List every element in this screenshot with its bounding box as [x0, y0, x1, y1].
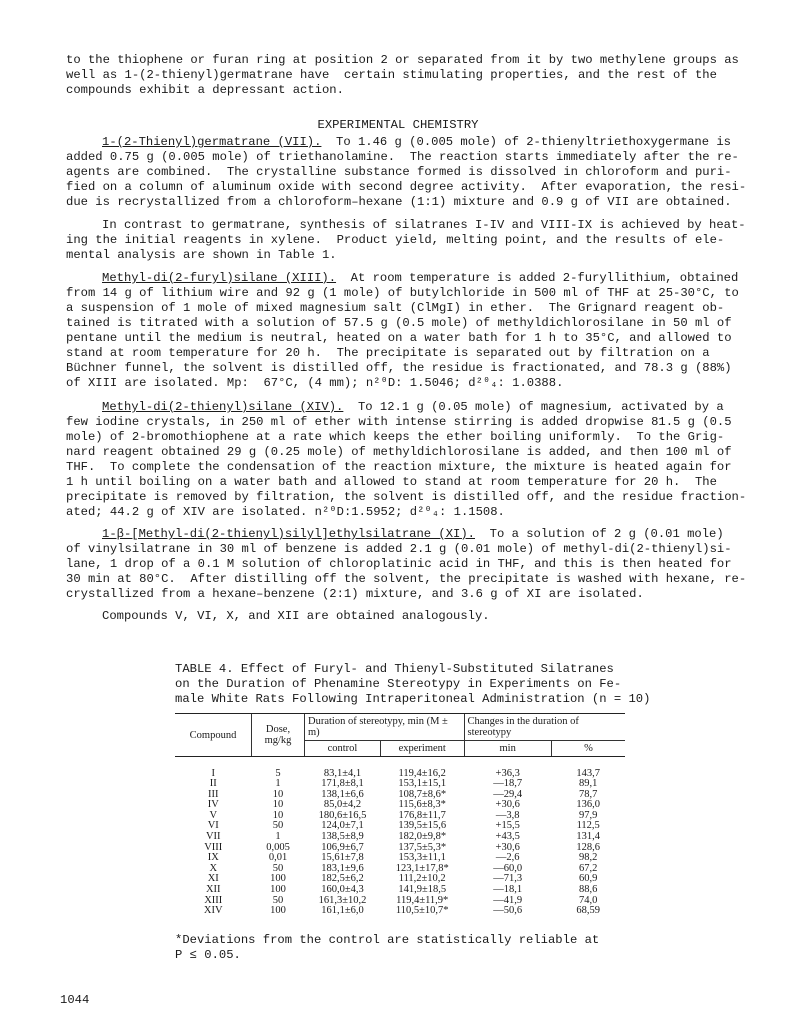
cell-experiment: 176,8±11,7: [398, 809, 446, 821]
section-heading: EXPERIMENTAL CHEMISTRY: [317, 118, 479, 132]
cell-control: 124,0±7,1: [321, 820, 364, 832]
cell-dose: 1: [275, 778, 281, 790]
cell-dose: 100: [270, 884, 286, 896]
paragraph-line: ing the initial reagents in xylene. Product yield, melting point, and the results of ele-: [66, 233, 725, 247]
cell-control: 138,5±8,9: [321, 831, 364, 843]
cell-compound: V: [209, 809, 218, 821]
paragraph-line: ated; 44.2 g of XIV are isolated. n²⁰D:1.5952; d²⁰₄: 1.1508.: [66, 505, 505, 519]
caption-line: male White Rats Following Intraperitoneal Administration (n = 10): [175, 692, 651, 706]
cell-experiment: 111,2±10,2: [398, 873, 446, 885]
paragraph-line: THF. To complete the condensation of the reaction mixture, the mixture is heated again for: [66, 460, 732, 474]
header-duration: Duration of stereotypy, min (M ± m): [305, 714, 465, 741]
paragraph-line: crystallized from a hexane–benzene (2:1) mixture, and 3.6 g of XI are isolated.: [66, 587, 644, 601]
cell-compound: VI: [207, 820, 219, 832]
paragraph-line: 1 h until boiling on a water bath and allowed to stand at room temperature for 20 h. The: [66, 475, 717, 489]
paragraph-text: To 1.46 g (0.005 mole) of 2-thienyltriethoxygermane is: [321, 135, 731, 149]
cell-control: 106,9±6,7: [321, 841, 364, 853]
paragraph-line: In contrast to germatrane, synthesis of silatranes I-IV and VIII-IX is achieved by heat-: [102, 218, 746, 232]
cell-dose: 10: [272, 799, 284, 811]
cell-experiment: 141,9±18,5: [398, 884, 447, 896]
paragraph-line: fied on a column of aluminum oxide with second degree activity. After evaporation, the resi-: [66, 180, 747, 194]
results-table: [175, 713, 625, 917]
paragraph-line: mole) of 2-bromothiophene at a rate which keeps the ether boiling uniformly. To the Grig-: [66, 430, 725, 444]
cell-compound: VII: [205, 831, 221, 843]
paragraph-line: mental analysis are shown in Table 1.: [66, 248, 337, 262]
cell-min: —71,3: [493, 873, 523, 885]
paragraph-methyl-difuryl-silane: [66, 271, 739, 391]
cell-compound: XII: [205, 884, 221, 896]
cell-dose: 50: [272, 862, 284, 874]
cell-compound: XIV: [203, 905, 223, 917]
cell-pct: 136,0: [576, 799, 600, 811]
table-body: [175, 757, 625, 917]
cell-compound: I: [211, 767, 215, 779]
intro-paragraph: [66, 53, 739, 98]
cell-min: —41,9: [493, 894, 523, 906]
cell-experiment: 115,6±8,3*: [398, 799, 446, 811]
paragraph-line: few iodine crystals, in 250 ml of ether with intense stirring is added dropwise 81.5 g (0.5: [66, 415, 732, 429]
paragraph-line: due is recrystallized from a chloroform–hexane (1:1) mixture and 0.9 g of VII are obtained.: [66, 195, 732, 209]
cell-pct: 131,4: [576, 831, 600, 843]
paragraph-line: of vinylsilatrane in 30 ml of benzene is added 2.1 g (0.01 mole) of methyl-di(2-thienyl)si-: [66, 542, 732, 556]
page-number: 1044: [60, 993, 90, 1007]
cell-experiment: 182,0±9,8*: [398, 831, 447, 843]
cell-min: —18,7: [493, 778, 523, 790]
compound-title: Methyl-di(2-thienyl)silane (XIV).: [102, 400, 344, 414]
cell-min: +15,5: [495, 820, 520, 832]
cell-dose: 5: [275, 767, 281, 779]
cell-pct: 143,7: [576, 767, 600, 779]
subheader-control: control: [305, 741, 381, 757]
cell-pct: 88,6: [579, 884, 598, 896]
paragraph-line: added 0.75 g (0.005 mole) of triethanolamine. The reaction starts immediately after the re-: [66, 150, 739, 164]
cell-experiment: 137,5±5,3*: [398, 841, 447, 853]
cell-control: 182,5±6,2: [321, 873, 364, 885]
compound-title: 1-β-[Methyl-di(2-thienyl)silyl]ethylsilatrane (XI).: [102, 527, 475, 541]
cell-compound: XI: [207, 873, 219, 885]
intro-line: compounds exhibit a depressant action.: [66, 83, 344, 97]
cell-dose: 100: [270, 905, 286, 917]
cell-experiment: 153,1±15,1: [398, 778, 447, 790]
subheader-experiment: experiment: [380, 741, 464, 757]
cell-compound: III: [208, 788, 219, 800]
cell-control: 160,0±4,3: [321, 884, 364, 896]
paragraph-line: Compounds V, VI, X, and XII are obtained analogously.: [102, 609, 490, 623]
cell-pct: 97,9: [579, 809, 598, 821]
cell-experiment: 119,4±16,2: [398, 767, 446, 779]
cell-min: +30,6: [495, 799, 520, 811]
cell-pct: 98,2: [579, 852, 598, 864]
compound-title: Methyl-di(2-furyl)silane (XIII).: [102, 271, 337, 285]
cell-compound: XIII: [204, 894, 223, 906]
footnote-line: P ≤ 0.05.: [175, 948, 241, 962]
cell-min: —29,4: [493, 788, 523, 800]
cell-experiment: 119,4±11,9*: [396, 894, 449, 906]
cell-control: 171,8±8,1: [321, 778, 364, 790]
cell-pct: 68,59: [576, 905, 600, 917]
header-changes: Changes in the duration of stereotypy: [464, 714, 625, 741]
cell-min: —18,1: [493, 884, 523, 896]
header-dose: Dose, mg/kg: [252, 714, 305, 757]
paragraph-line: lane, 1 drop of a 0.1 M solution of chloroplatinic acid in THF, and this is then heated for: [66, 557, 732, 571]
cell-min: —60,0: [493, 862, 523, 874]
paragraph-line: Büchner funnel, the solvent is distilled off, the residue is fractionated, and 78.3 g (88%): [66, 361, 732, 375]
cell-dose: 0,005: [266, 841, 290, 853]
paragraph-silatranes: [66, 218, 746, 263]
cell-pct: 78,7: [579, 788, 598, 800]
paragraph-ethylsilatrane: [66, 527, 747, 602]
cell-min: —50,6: [493, 905, 523, 917]
paragraph-methyl-dithienyl-silane: [66, 400, 747, 520]
cell-control: 85,0±4,2: [323, 799, 362, 811]
cell-experiment: 153,3±11,1: [398, 852, 446, 864]
caption-line: TABLE 4. Effect of Furyl- and Thienyl-Substituted Silatranes: [175, 662, 614, 676]
paragraph-analogous: [66, 609, 736, 624]
cell-min: +43,5: [495, 831, 520, 843]
cell-experiment: 139,5±15,6: [398, 820, 447, 832]
cell-dose: 0,01: [268, 852, 288, 864]
paragraph-line: of XIII are isolated. Mp: 67°C, (4 mm); n²⁰D: 1.5046; d²⁰₄: 1.0388.: [66, 376, 564, 390]
subheader-min: min: [464, 741, 551, 757]
paragraph-line: tained is titrated with a solution of 57.5 g (0.5 mole) of methyldichlorosilane in 50 ml of: [66, 316, 732, 330]
cell-control: 138,1±6,6: [321, 788, 364, 800]
cell-compound: X: [209, 862, 218, 874]
compound-title: 1-(2-Thienyl)germatrane (VII).: [102, 135, 322, 149]
paragraph-line: 30 min at 80°C. After distilling off the solvent, the precipitate is washed with hexane, re-: [66, 572, 747, 586]
cell-experiment: 123,1±17,8*: [395, 862, 449, 874]
paragraph-text: To 12.1 g (0.05 mole) of magnesium, activated by a: [343, 400, 724, 414]
paragraph-text: To a solution of 2 g (0.01 mole): [475, 527, 724, 541]
cell-compound: IX: [207, 852, 219, 864]
cell-pct: 67,2: [579, 862, 598, 874]
cell-control: 15,61±7,8: [321, 852, 364, 864]
paragraph-line: precipitate is removed by filtration, the solvent is distilled off, and the residue fraction-: [66, 490, 747, 504]
paragraph-line: nard reagent obtained 29 g (0.25 mole) of methyldichlorosilane is added, and then 100 ml of: [66, 445, 732, 459]
cell-dose: 50: [272, 894, 284, 906]
cell-pct: 112,5: [576, 820, 600, 832]
paragraph-line: a suspension of 1 mole of mixed magnesium salt (ClMgI) in ether. The Grignard reagent ob-: [66, 301, 725, 315]
cell-dose: 50: [272, 820, 284, 832]
cell-pct: 74,0: [579, 894, 598, 906]
cell-min: —3,8: [495, 809, 520, 821]
subheader-percent: %: [551, 741, 625, 757]
cell-control: 180,6±16,5: [318, 809, 367, 821]
table-footnote: [175, 933, 635, 963]
paragraph-line: stand at room temperature for 20 h. The precipitate is separated out by filtration on a: [66, 346, 710, 360]
cell-min: +30,6: [495, 841, 520, 853]
paragraph-text: At room temperature is added 2-furyllithium, obtained: [336, 271, 739, 285]
cell-min: +36,3: [495, 767, 520, 779]
cell-pct: 128,6: [576, 841, 600, 853]
intro-line: to the thiophene or furan ring at position 2 or separated from it by two methylene groups as: [66, 53, 739, 67]
cell-pct: 89,1: [579, 778, 598, 790]
cell-dose: 1: [275, 831, 281, 843]
cell-control: 183,1±9,6: [321, 862, 364, 874]
cell-compound: VIII: [204, 841, 223, 853]
cell-compound: II: [209, 778, 217, 790]
cell-control: 161,3±10,2: [318, 894, 367, 906]
header-compound: Compound: [175, 714, 252, 757]
cell-pct: 60,9: [579, 873, 598, 885]
cell-experiment: 110,5±10,7*: [395, 905, 449, 917]
paragraph-line: agents are combined. The crystalline substance formed is dissolved in chloroform and puri-: [66, 165, 732, 179]
paragraph-line: from 14 g of lithium wire and 92 g (1 mole) of butylchloride in 500 ml of THF at 25-30°C, to: [66, 286, 739, 300]
table-row: [175, 906, 625, 917]
cell-dose: 10: [272, 809, 284, 821]
cell-dose: 10: [272, 788, 284, 800]
cell-dose: 100: [270, 873, 286, 885]
cell-experiment: 108,7±8,6*: [398, 788, 447, 800]
paragraph-line: pentane until the medium is neutral, heated on a water bath for 1 h to 35°C, and allowed to: [66, 331, 732, 345]
footnote-line: *Deviations from the control are statistically reliable at: [175, 933, 600, 947]
cell-control: 161,1±6,0: [321, 905, 364, 917]
cell-control: 83,1±4,1: [323, 767, 362, 779]
caption-line: on the Duration of Phenamine Stereotypy in Experiments on Fe-: [175, 677, 622, 691]
intro-line: well as 1-(2-thienyl)germatrane have certain stimulating properties, and the rest of the: [66, 68, 717, 82]
cell-min: —2,6: [495, 852, 520, 864]
cell-compound: IV: [207, 799, 219, 811]
table-caption: [175, 662, 651, 707]
paragraph-germatrane: [66, 135, 747, 210]
